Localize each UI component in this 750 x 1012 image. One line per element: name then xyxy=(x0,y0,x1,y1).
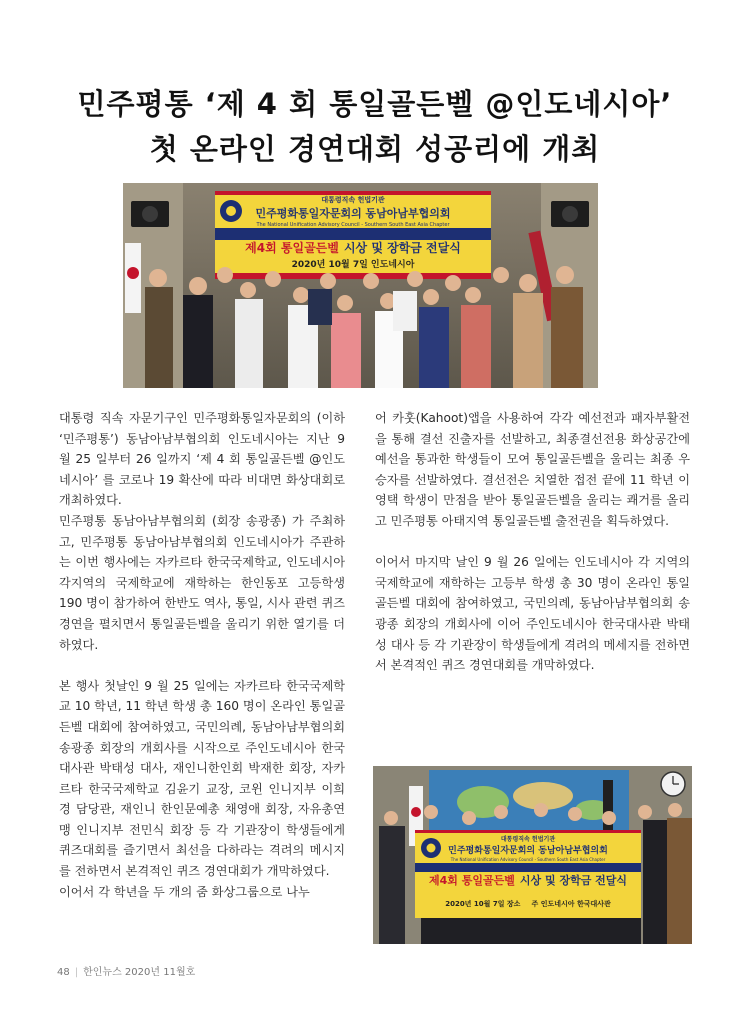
publication-name: 한인뉴스 2020년 11월호 xyxy=(83,967,196,978)
page-number: 48 xyxy=(57,967,70,978)
paragraph: 이어서 마지막 날인 9 월 26 일에는 인도네시아 각 지역의 국제학교에 재학하는 고등부 학생 총 30 명이 온라인 통일골든벨 대회에 참여하였고, 국민의례, 동남아남부협의회 송광종 회장의 개회사에 이어 주인도네시아 한국대사관 박태성 대사 등 각 기관장이 학생들에게 격려의 메세지를 전하면서 본격적인 퀴즈 경연대회를 개막하였다. xyxy=(375,555,690,673)
article-left-column xyxy=(59,408,345,902)
paragraph: 민주평통 동남아남부협의회 (회장 송광종) 가 주최하고, 민주평통 동남아남부협의회 인도네시아가 주관하는 이번 행사에는 자카르타 한국국제학교, 인도네시아 각지역의 국제학교에 재학하는 한인동포 고등학생 190 명이 참가하여 한반도 역사, 통일, 시사 관련 퀴즈 경연을 펼치면서 통일골든벨을 울리기 위한 열기를 더하였다. xyxy=(59,513,345,652)
banner-english-name: The National Unification Advisory Council - Southern South East Asia Chapter xyxy=(450,857,606,862)
banner-date: 2020년 10월 7일 장소 xyxy=(445,900,521,908)
banner-org-name: 민주평화통일자문회의 동남아남부협의회 xyxy=(255,207,451,220)
paragraph: 본 행사 첫날인 9 월 25 일에는 자카르타 한국국제학교 10 학년, 11 학년 학생 총 160 명이 온라인 통일골든벨 대회에 참여하였고, 국민의례, 동남아남부협의회 송광종 회장의 개회사를 시작으로 주인도네시아 한국대사관 박태성 대사, 재인니한인회 박재한 회장, 자카르타 한국국제학교 김윤기 교장, 코윈 인니지부 이희경 담당관, 재인니 한인문예총 채영애 회장, 자유총연맹 인니지부 전민식 회장 등 각 기관장이 학생들에게 퀴즈대회를 즐기면서 최선을 다하라는 격려의 메시지를 전하면서 본격적인 퀴즈 경연대회가 개막하였다. xyxy=(59,678,345,879)
headline-line-1: 민주평통 ‘제 4 회 통일골든벨 @인도네시아’ xyxy=(77,87,673,121)
award-ceremony-photo xyxy=(373,766,692,944)
banner-org-name: 민주평화통일자문회의 동남아남부협의회 xyxy=(448,846,608,856)
footer-separator: | xyxy=(74,967,79,978)
banner-event-highlight: 제4회 통일골든벨 xyxy=(245,241,339,255)
banner-event-title: 시상 및 장학금 전달식 xyxy=(343,241,461,255)
banner-english-name: The National Unification Advisory Council - Southern South East Asia Chapter xyxy=(256,222,450,228)
article-right-column xyxy=(375,408,690,676)
event-group-photo xyxy=(123,183,598,388)
paragraph: 대통령 직속 자문기구인 민주평화통일자문회의 (이하 ‘민주평통’) 동남아남부협의회 인도네시아는 지난 9 월 25 일부터 26 일까지 ‘제 4 회 통일골든벨 @인도네시아’ 를 코로나 19 확산에 따라 비대면 화상대회로 개최하였다. xyxy=(59,411,345,508)
banner-small-title: 대통령직속 헌법기관 xyxy=(500,836,556,843)
banner-place: 주 인도네시아 한국대사관 xyxy=(531,900,611,908)
page-footer xyxy=(57,963,195,978)
banner-date: 2020년 10월 7일 인도네시아 xyxy=(291,260,415,270)
paragraph: 어 카훗(Kahoot)앱을 사용하여 각각 예선전과 패자부활전을 통해 결선 진출자를 선발하고, 최종결선전용 화상공간에 예선을 통과한 학생들이 모여 통일골든벨을 울리는 최종 우승자를 선발하였다. 결선전은 치열한 접전 끝에 11 학년 이영택 학생이 만점을 받아 통일골든벨을 울리는 쾌거를 올리고 민주평통 아태지역 통일골든벨 출전권을 획득하였다. xyxy=(375,411,690,528)
paragraph: 이어서 각 학년을 두 개의 줌 화상그룹으로 나누 xyxy=(59,884,310,899)
banner-event-highlight: 제4회 통일골든벨 xyxy=(428,874,515,887)
headline-line-2: 첫 온라인 경연대회 성공리에 개최 xyxy=(149,132,601,166)
banner-small-title: 대통령직속 헌법기관 xyxy=(321,196,385,204)
banner-event-title: 시상 및 장학금 전달식 xyxy=(519,874,628,887)
